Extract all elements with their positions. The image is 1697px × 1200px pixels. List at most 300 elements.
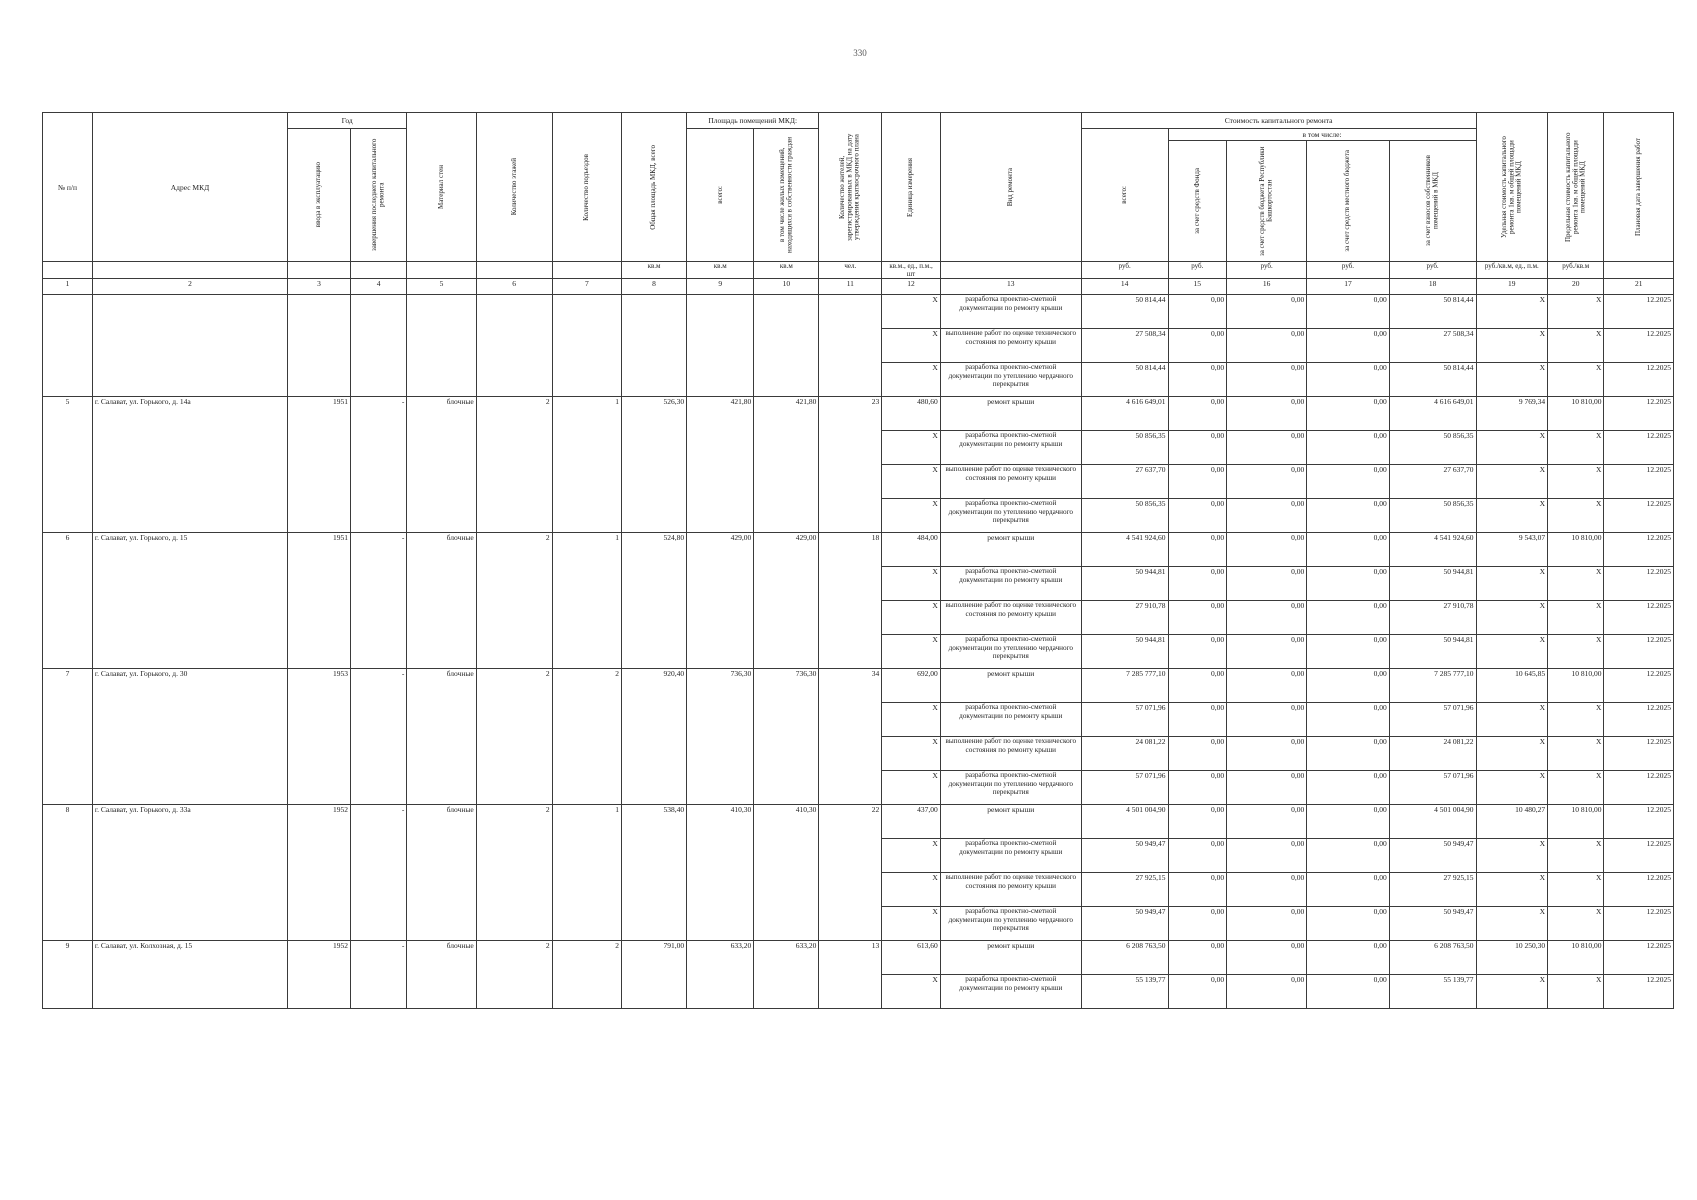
unit-qty: X <box>882 635 941 669</box>
unit-cost: X <box>1476 975 1548 1009</box>
limit-cost: X <box>1548 295 1604 329</box>
cost-local: 0,00 <box>1307 669 1389 703</box>
limit-cost: X <box>1548 839 1604 873</box>
cost-local: 0,00 <box>1307 329 1389 363</box>
cost-local: 0,00 <box>1307 431 1389 465</box>
cost-republic: 0,00 <box>1227 533 1307 567</box>
column-number: 14 <box>1081 279 1168 295</box>
unit-cost: X <box>1476 295 1548 329</box>
cost-republic: 0,00 <box>1227 329 1307 363</box>
limit-cost: X <box>1548 873 1604 907</box>
floor-count: 2 <box>476 533 552 669</box>
work-type: ремонт крыши <box>940 533 1081 567</box>
cost-local: 0,00 <box>1307 907 1389 941</box>
column-number: 9 <box>687 279 754 295</box>
hdr-wall: Материал стен <box>436 165 445 209</box>
column-number: 11 <box>819 279 882 295</box>
cost-republic: 0,00 <box>1227 567 1307 601</box>
hdr-deadline: Плановая дата завершения работ <box>1634 137 1643 237</box>
unit-qty: X <box>882 839 941 873</box>
entrance-count: 1 <box>552 397 621 533</box>
entrance-count: 2 <box>552 669 621 805</box>
capital-repair-table <box>42 112 1674 1009</box>
cost-fund: 0,00 <box>1168 907 1227 941</box>
deadline: 12.2025 <box>1604 907 1674 941</box>
residents: 34 <box>819 669 882 805</box>
cost-local: 0,00 <box>1307 703 1389 737</box>
unit-qty: X <box>882 703 941 737</box>
column-number: 8 <box>622 279 687 295</box>
deadline: 12.2025 <box>1604 839 1674 873</box>
unit-cost: X <box>1476 601 1548 635</box>
house-number: 7 <box>43 669 93 805</box>
unit-cost: 9 769,34 <box>1476 397 1548 431</box>
hdr-floors: Количество этажей <box>509 158 518 216</box>
unit-qty: 480,60 <box>882 397 941 431</box>
cost-total: 6 208 763,50 <box>1081 941 1168 975</box>
unit-cell: руб./кв.м, ед., п.м. <box>1476 262 1548 279</box>
cost-fund: 0,00 <box>1168 499 1227 533</box>
unit-qty: X <box>882 601 941 635</box>
unit-cell <box>940 262 1081 279</box>
cost-owners: 50 814,44 <box>1389 295 1476 329</box>
unit-cell: руб. <box>1389 262 1476 279</box>
cost-owners: 27 637,70 <box>1389 465 1476 499</box>
work-type: разработка проектно-сметной документации по ремонту крыши <box>940 839 1081 873</box>
cost-fund: 0,00 <box>1168 975 1227 1009</box>
limit-cost: X <box>1548 635 1604 669</box>
unit-qty: X <box>882 975 941 1009</box>
limit-cost: X <box>1548 329 1604 363</box>
unit-qty: X <box>882 295 941 329</box>
cost-local: 0,00 <box>1307 363 1389 397</box>
cost-local: 0,00 <box>1307 771 1389 805</box>
cost-owners: 7 285 777,10 <box>1389 669 1476 703</box>
limit-cost: X <box>1548 363 1604 397</box>
work-type: разработка проектно-сметной документации по ремонту крыши <box>940 703 1081 737</box>
cost-total: 27 637,70 <box>1081 465 1168 499</box>
year-built: 1951 <box>288 533 351 669</box>
empty-area-own <box>754 295 819 397</box>
unit-cost: 10 645,85 <box>1476 669 1548 703</box>
unit-qty: 437,00 <box>882 805 941 839</box>
cost-fund: 0,00 <box>1168 431 1227 465</box>
cost-total: 50 944,81 <box>1081 567 1168 601</box>
deadline: 12.2025 <box>1604 873 1674 907</box>
cost-fund: 0,00 <box>1168 669 1227 703</box>
unit-cell: руб. <box>1168 262 1227 279</box>
unit-qty: X <box>882 499 941 533</box>
hdr-cost-total: всего: <box>1119 186 1128 204</box>
cost-owners: 57 071,96 <box>1389 771 1476 805</box>
empty-area <box>622 295 687 397</box>
limit-cost: X <box>1548 703 1604 737</box>
limit-cost: X <box>1548 737 1604 771</box>
cost-total: 50 856,35 <box>1081 499 1168 533</box>
year-built: 1952 <box>288 941 351 1009</box>
column-number: 19 <box>1476 279 1548 295</box>
deadline: 12.2025 <box>1604 737 1674 771</box>
column-number: 5 <box>407 279 476 295</box>
cost-fund: 0,00 <box>1168 465 1227 499</box>
house-address: г. Салават, ул. Колхозная, д. 15 <box>92 941 287 1009</box>
work-type: выполнение работ по оценке технического состояния по ремонту крыши <box>940 737 1081 771</box>
column-number: 16 <box>1227 279 1307 295</box>
unit-qty: X <box>882 737 941 771</box>
cost-owners: 4 541 924,60 <box>1389 533 1476 567</box>
limit-cost: X <box>1548 771 1604 805</box>
cost-fund: 0,00 <box>1168 567 1227 601</box>
empty-repair <box>350 295 406 397</box>
cost-owners: 27 508,34 <box>1389 329 1476 363</box>
premises-area: 410,30 <box>687 805 754 941</box>
unit-qty: 692,00 <box>882 669 941 703</box>
empty-no <box>43 295 93 397</box>
column-number: 7 <box>552 279 621 295</box>
column-number: 13 <box>940 279 1081 295</box>
owned-area: 410,30 <box>754 805 819 941</box>
cost-owners: 50 856,35 <box>1389 499 1476 533</box>
wall-material: блочные <box>407 533 476 669</box>
cost-owners: 4 501 004,90 <box>1389 805 1476 839</box>
unit-cost: X <box>1476 363 1548 397</box>
cost-republic: 0,00 <box>1227 805 1307 839</box>
residents: 18 <box>819 533 882 669</box>
cost-fund: 0,00 <box>1168 703 1227 737</box>
cost-republic: 0,00 <box>1227 771 1307 805</box>
cost-local: 0,00 <box>1307 295 1389 329</box>
premises-area: 429,00 <box>687 533 754 669</box>
hdr-year-group: Год <box>288 113 407 129</box>
unit-cell <box>407 262 476 279</box>
limit-cost: 10 810,00 <box>1548 533 1604 567</box>
deadline: 12.2025 <box>1604 567 1674 601</box>
cost-total: 4 616 649,01 <box>1081 397 1168 431</box>
cost-republic: 0,00 <box>1227 669 1307 703</box>
column-number: 4 <box>350 279 406 295</box>
cost-fund: 0,00 <box>1168 635 1227 669</box>
floor-count: 2 <box>476 941 552 1009</box>
cost-owners: 50 949,47 <box>1389 907 1476 941</box>
cost-republic: 0,00 <box>1227 499 1307 533</box>
cost-total: 27 925,15 <box>1081 873 1168 907</box>
limit-cost: 10 810,00 <box>1548 805 1604 839</box>
work-type: разработка проектно-сметной документации по утеплению чердачного перекрытия <box>940 363 1081 397</box>
cost-owners: 24 081,22 <box>1389 737 1476 771</box>
owned-area: 736,30 <box>754 669 819 805</box>
unit-qty: X <box>882 465 941 499</box>
cost-fund: 0,00 <box>1168 533 1227 567</box>
floor-count: 2 <box>476 805 552 941</box>
cost-fund: 0,00 <box>1168 601 1227 635</box>
unit-cost: X <box>1476 873 1548 907</box>
unit-cell: кв.м., ед., п.м., шт <box>882 262 941 279</box>
unit-cell <box>1604 262 1674 279</box>
cost-local: 0,00 <box>1307 465 1389 499</box>
unit-cost: X <box>1476 465 1548 499</box>
cost-local: 0,00 <box>1307 567 1389 601</box>
cost-fund: 0,00 <box>1168 873 1227 907</box>
unit-cell <box>552 262 621 279</box>
entrance-count: 1 <box>552 533 621 669</box>
unit-qty: X <box>882 431 941 465</box>
hdr-year-repair: завершения последнего капитального ремонта <box>370 138 386 252</box>
cost-total: 50 856,35 <box>1081 431 1168 465</box>
work-type: разработка проектно-сметной документации по утеплению чердачного перекрытия <box>940 771 1081 805</box>
year-last-repair: - <box>350 397 406 533</box>
cost-local: 0,00 <box>1307 533 1389 567</box>
cost-fund: 0,00 <box>1168 737 1227 771</box>
cost-republic: 0,00 <box>1227 873 1307 907</box>
column-numbers-row <box>43 279 1674 295</box>
wall-material: блочные <box>407 397 476 533</box>
cost-total: 50 949,47 <box>1081 907 1168 941</box>
unit-cell <box>476 262 552 279</box>
cost-owners: 50 944,81 <box>1389 635 1476 669</box>
cost-fund: 0,00 <box>1168 805 1227 839</box>
cost-total: 27 910,78 <box>1081 601 1168 635</box>
cost-total: 57 071,96 <box>1081 771 1168 805</box>
cost-total: 50 814,44 <box>1081 363 1168 397</box>
cost-total: 27 508,34 <box>1081 329 1168 363</box>
unit-qty: X <box>882 771 941 805</box>
cost-republic: 0,00 <box>1227 975 1307 1009</box>
cost-republic: 0,00 <box>1227 465 1307 499</box>
unit-qty: X <box>882 907 941 941</box>
cost-fund: 0,00 <box>1168 839 1227 873</box>
deadline: 12.2025 <box>1604 635 1674 669</box>
cost-republic: 0,00 <box>1227 941 1307 975</box>
cost-total: 50 944,81 <box>1081 635 1168 669</box>
cost-total: 24 081,22 <box>1081 737 1168 771</box>
unit-cell: руб. <box>1081 262 1168 279</box>
unit-cost: X <box>1476 703 1548 737</box>
unit-cost: X <box>1476 839 1548 873</box>
hdr-work-type: Вид ремонта <box>1006 167 1015 207</box>
work-type: разработка проектно-сметной документации по утеплению чердачного перекрытия <box>940 635 1081 669</box>
cost-republic: 0,00 <box>1227 635 1307 669</box>
unit-cell <box>350 262 406 279</box>
column-number: 2 <box>92 279 287 295</box>
hdr-cost-group: Стоимость капитального ремонта <box>1081 113 1476 129</box>
cost-republic: 0,00 <box>1227 601 1307 635</box>
unit-qty: X <box>882 329 941 363</box>
cost-fund: 0,00 <box>1168 397 1227 431</box>
total-area: 920,40 <box>622 669 687 805</box>
hdr-unit-cost: Удельная стоимость капитального ремонта 1кв. м общей площади помещений МКД <box>1499 136 1523 238</box>
residents: 22 <box>819 805 882 941</box>
unit-cell: руб. <box>1227 262 1307 279</box>
house-address: г. Салават, ул. Горького, д. 33а <box>92 805 287 941</box>
unit-cost: X <box>1476 499 1548 533</box>
house-number: 5 <box>43 397 93 533</box>
limit-cost: X <box>1548 465 1604 499</box>
house-row <box>43 941 1674 975</box>
empty-wall <box>407 295 476 397</box>
column-number: 3 <box>288 279 351 295</box>
deadline: 12.2025 <box>1604 669 1674 703</box>
page-number: 330 <box>853 48 867 58</box>
cost-owners: 50 949,47 <box>1389 839 1476 873</box>
unit-cell <box>92 262 287 279</box>
limit-cost: X <box>1548 567 1604 601</box>
owned-area: 421,80 <box>754 397 819 533</box>
hdr-republic: за счет средств бюджета Республики Башкортостан <box>1258 146 1274 256</box>
cost-owners: 55 139,77 <box>1389 975 1476 1009</box>
unit-cell <box>288 262 351 279</box>
cost-republic: 0,00 <box>1227 295 1307 329</box>
total-area: 538,40 <box>622 805 687 941</box>
cost-local: 0,00 <box>1307 499 1389 533</box>
cost-local: 0,00 <box>1307 975 1389 1009</box>
limit-cost: X <box>1548 975 1604 1009</box>
unit-qty: X <box>882 873 941 907</box>
column-number: 21 <box>1604 279 1674 295</box>
limit-cost: 10 810,00 <box>1548 941 1604 975</box>
cost-total: 50 949,47 <box>1081 839 1168 873</box>
column-number: 15 <box>1168 279 1227 295</box>
year-built: 1953 <box>288 669 351 805</box>
deadline: 12.2025 <box>1604 941 1674 975</box>
house-number: 9 <box>43 941 93 1009</box>
cost-owners: 27 925,15 <box>1389 873 1476 907</box>
deadline: 12.2025 <box>1604 363 1674 397</box>
deadline: 12.2025 <box>1604 329 1674 363</box>
unit-cell: руб./кв.м <box>1548 262 1604 279</box>
house-row <box>43 805 1674 839</box>
work-type: разработка проектно-сметной документации по утеплению чердачного перекрытия <box>940 499 1081 533</box>
work-type: разработка проектно-сметной документации по утеплению чердачного перекрытия <box>940 907 1081 941</box>
deadline: 12.2025 <box>1604 533 1674 567</box>
hdr-area-group: Площадь помещений МКД: <box>687 113 819 129</box>
deadline: 12.2025 <box>1604 975 1674 1009</box>
unit-qty: 613,60 <box>882 941 941 975</box>
unit-cell: кв.м <box>687 262 754 279</box>
table-row <box>43 295 1674 329</box>
deadline: 12.2025 <box>1604 601 1674 635</box>
year-last-repair: - <box>350 669 406 805</box>
year-last-repair: - <box>350 533 406 669</box>
owned-area: 633,20 <box>754 941 819 1009</box>
limit-cost: X <box>1548 601 1604 635</box>
cost-fund: 0,00 <box>1168 329 1227 363</box>
cost-republic: 0,00 <box>1227 703 1307 737</box>
hdr-year-built: ввода в эксплуатацию <box>314 162 323 228</box>
cost-republic: 0,00 <box>1227 737 1307 771</box>
unit-cost: 10 480,27 <box>1476 805 1548 839</box>
unit-cost: X <box>1476 329 1548 363</box>
wall-material: блочные <box>407 669 476 805</box>
unit-cost: 9 543,07 <box>1476 533 1548 567</box>
column-number: 20 <box>1548 279 1604 295</box>
cost-total: 7 285 777,10 <box>1081 669 1168 703</box>
entrance-count: 2 <box>552 941 621 1009</box>
year-built: 1952 <box>288 805 351 941</box>
premises-area: 633,20 <box>687 941 754 1009</box>
cost-owners: 50 814,44 <box>1389 363 1476 397</box>
house-address: г. Салават, ул. Горького, д. 30 <box>92 669 287 805</box>
limit-cost: X <box>1548 499 1604 533</box>
unit-cost: X <box>1476 907 1548 941</box>
owned-area: 429,00 <box>754 533 819 669</box>
cost-total: 4 541 924,60 <box>1081 533 1168 567</box>
hdr-entrances: Количество подъездов <box>582 153 591 221</box>
premises-area: 421,80 <box>687 397 754 533</box>
cost-owners: 27 910,78 <box>1389 601 1476 635</box>
empty-entr <box>552 295 621 397</box>
deadline: 12.2025 <box>1604 431 1674 465</box>
hdr-address: Адрес МКД <box>92 113 287 262</box>
units-row <box>43 262 1674 279</box>
hdr-area-all: всего: <box>715 186 724 204</box>
total-area: 526,30 <box>622 397 687 533</box>
cost-fund: 0,00 <box>1168 363 1227 397</box>
work-type: выполнение работ по оценке технического состояния по ремонту крыши <box>940 329 1081 363</box>
year-last-repair: - <box>350 805 406 941</box>
cost-local: 0,00 <box>1307 635 1389 669</box>
column-number: 12 <box>882 279 941 295</box>
cost-fund: 0,00 <box>1168 295 1227 329</box>
empty-residents <box>819 295 882 397</box>
house-address: г. Салават, ул. Горького, д. 15 <box>92 533 287 669</box>
work-type: ремонт крыши <box>940 941 1081 975</box>
unit-cell: чел. <box>819 262 882 279</box>
cost-owners: 50 944,81 <box>1389 567 1476 601</box>
house-number: 8 <box>43 805 93 941</box>
house-row <box>43 397 1674 431</box>
floor-count: 2 <box>476 669 552 805</box>
cost-local: 0,00 <box>1307 805 1389 839</box>
deadline: 12.2025 <box>1604 805 1674 839</box>
cost-owners: 6 208 763,50 <box>1389 941 1476 975</box>
house-address: г. Салават, ул. Горького, д. 14а <box>92 397 287 533</box>
unit-qty: X <box>882 363 941 397</box>
limit-cost: X <box>1548 431 1604 465</box>
empty-address <box>92 295 287 397</box>
cost-republic: 0,00 <box>1227 363 1307 397</box>
empty-year <box>288 295 351 397</box>
hdr-including: в том числе: <box>1168 129 1476 141</box>
cost-fund: 0,00 <box>1168 771 1227 805</box>
cost-republic: 0,00 <box>1227 907 1307 941</box>
unit-qty: 484,00 <box>882 533 941 567</box>
deadline: 12.2025 <box>1604 703 1674 737</box>
work-type: ремонт крыши <box>940 397 1081 431</box>
deadline: 12.2025 <box>1604 771 1674 805</box>
deadline: 12.2025 <box>1604 295 1674 329</box>
work-type: разработка проектно-сметной документации по ремонту крыши <box>940 295 1081 329</box>
cost-total: 57 071,96 <box>1081 703 1168 737</box>
cost-republic: 0,00 <box>1227 397 1307 431</box>
cost-republic: 0,00 <box>1227 839 1307 873</box>
work-type: выполнение работ по оценке технического состояния по ремонту крыши <box>940 873 1081 907</box>
total-area: 524,80 <box>622 533 687 669</box>
hdr-owners: за счет взносов собственников помещений в МКД <box>1424 155 1440 247</box>
unit-cost: X <box>1476 771 1548 805</box>
residents: 13 <box>819 941 882 1009</box>
floor-count: 2 <box>476 397 552 533</box>
cost-owners: 50 856,35 <box>1389 431 1476 465</box>
work-type: разработка проектно-сметной документации по ремонту крыши <box>940 431 1081 465</box>
cost-total: 50 814,44 <box>1081 295 1168 329</box>
work-type: выполнение работ по оценке технического состояния по ремонту крыши <box>940 601 1081 635</box>
empty-floors <box>476 295 552 397</box>
hdr-limit-cost: Предельная стоимость капитального ремонта 1кв. м общей площади помещений МКД <box>1563 132 1587 242</box>
empty-area-all <box>687 295 754 397</box>
hdr-fund: за счет средств Фонда <box>1192 168 1201 234</box>
cost-local: 0,00 <box>1307 397 1389 431</box>
hdr-residents: Количество жителей, зарегистрированных в МКД на дату утверждения краткосрочного плана <box>838 133 861 241</box>
